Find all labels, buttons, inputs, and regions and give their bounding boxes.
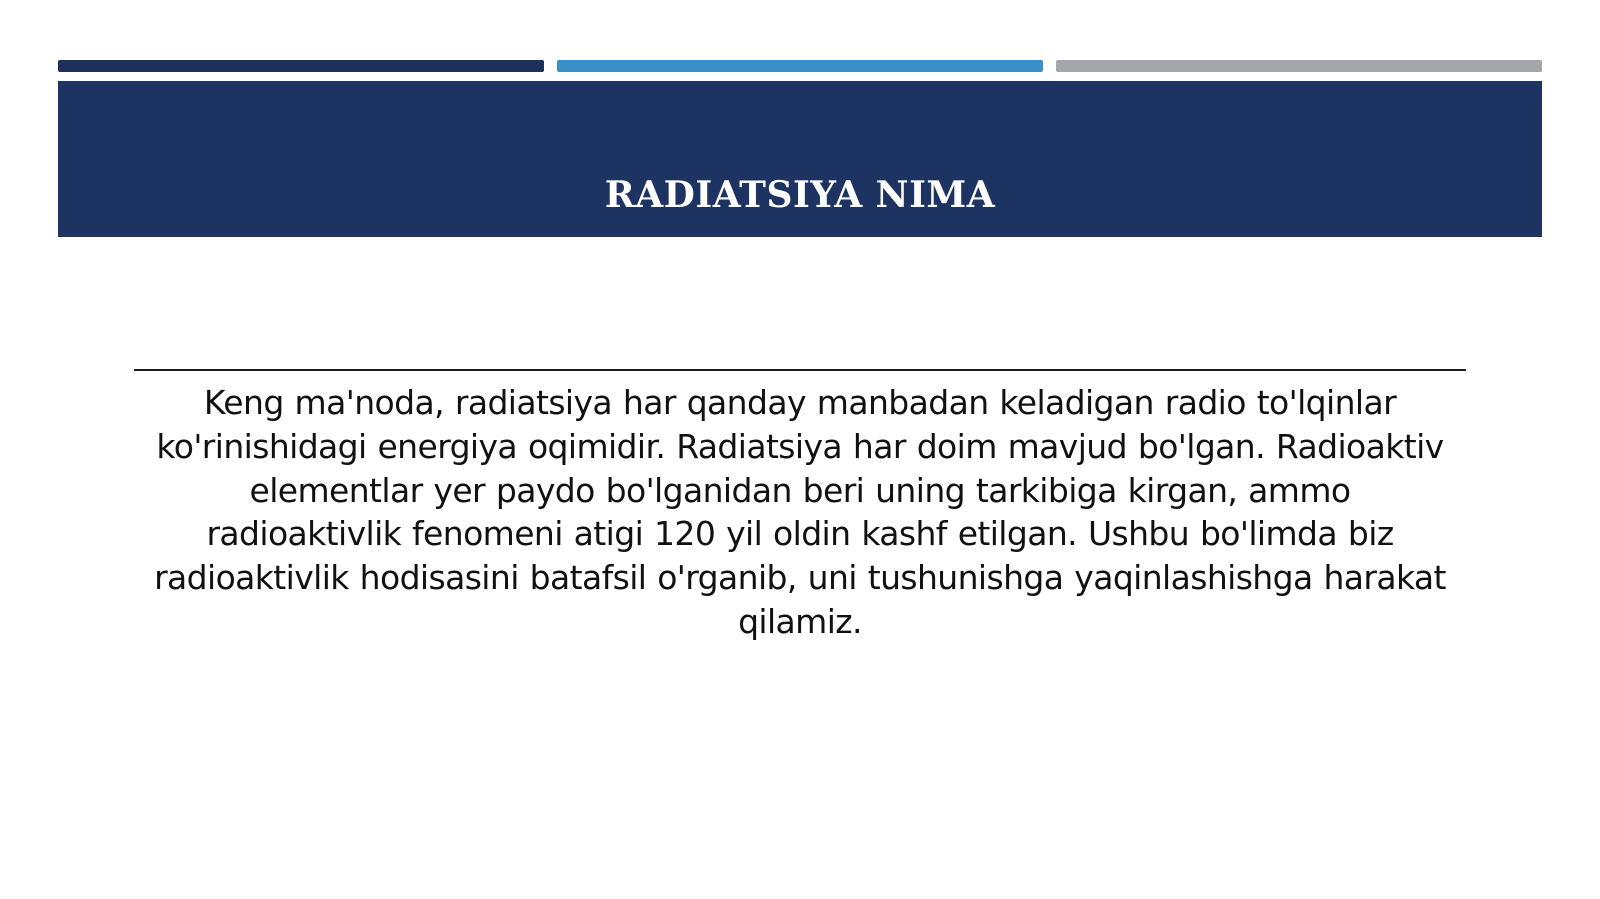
accent-bar-navy	[58, 60, 544, 72]
slide-title: RADIATSIYA NIMA	[604, 173, 996, 216]
title-band	[58, 81, 1542, 237]
divider-line	[134, 369, 1466, 371]
body-paragraph: Keng ma'noda, radiatsiya har qanday manbadan keladigan radio to'lqinlar ko'rinishidagi energiya oqimidir. Radiatsiya har doim mavjud bo'lgan. Radioaktiv elementlar yer paydo bo'lganidan beri uning tarkibiga kirgan, ammo radioaktivlik fenomeni atigi 120 yil oldin kashf etilgan. Ushbu bo'limda biz radioaktivlik hodisasini batafsil o'rganib, uni tushunishga yaqinlashishga harakat qilamiz.	[154, 383, 1446, 641]
accent-bar-blue	[557, 60, 1043, 72]
accent-bar-gray	[1056, 60, 1542, 72]
